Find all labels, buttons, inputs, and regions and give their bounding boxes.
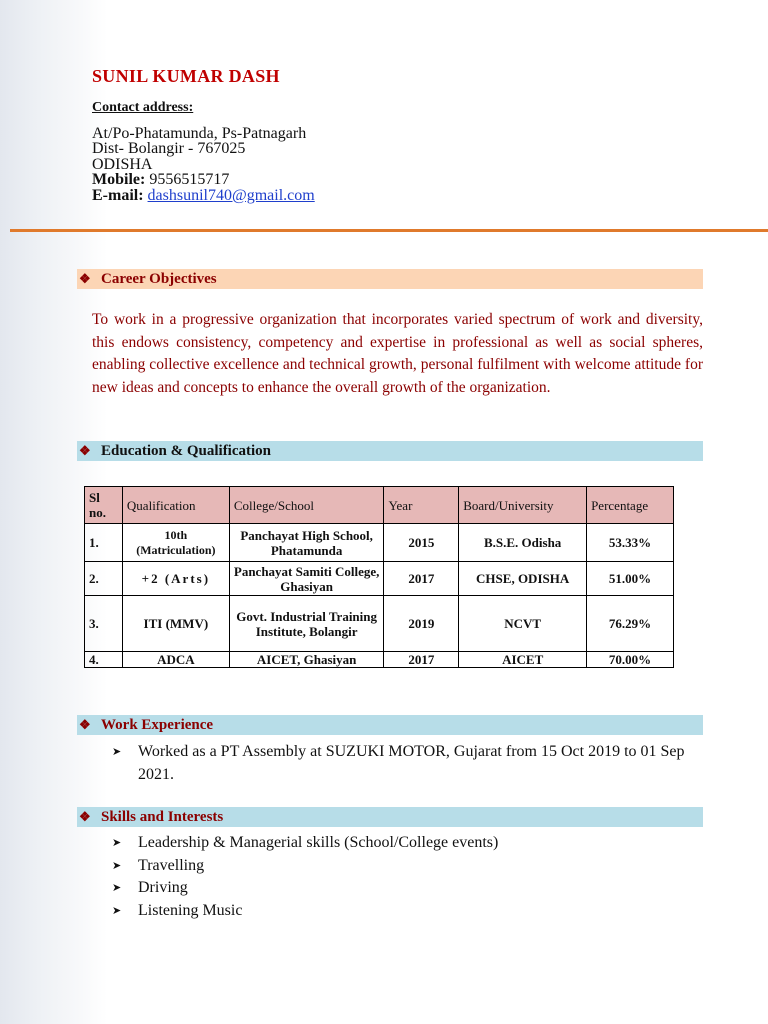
list-item — [112, 877, 703, 900]
table-cell: 2017 — [384, 562, 459, 596]
section-title: Education & Qualification — [101, 443, 272, 459]
email-label: E-mail: — [92, 187, 144, 204]
diamond-bullet-icon: ❖ — [79, 717, 91, 732]
list-item-text: Driving — [138, 879, 188, 896]
table-cell: 10th (Matriculation) — [122, 524, 229, 562]
mobile-line — [92, 172, 229, 188]
table-cell: Govt. Industrial Training Institute, Bolangir — [229, 596, 384, 652]
career-objective-text: To work in a progressive organization that incorporates varied spectrum of work and diversity, this endows consistency, competency and expertise in professional as well as social spheres, enabling collective excellence and technical growth, personal fulfilment with welcome attitude for new ideas and concepts to enhance the overall growth of the organization. — [92, 311, 703, 396]
work-experience-list — [112, 741, 703, 786]
email-link[interactable]: dashsunil740@gmail.com — [147, 187, 315, 204]
table-cell: 3. — [85, 596, 123, 652]
section-education — [77, 441, 703, 461]
candidate-name: SUNIL KUMAR DASH — [92, 66, 280, 86]
table-cell: AICET — [459, 652, 587, 668]
table-header-row — [85, 487, 674, 524]
section-skills — [77, 807, 703, 827]
diamond-bullet-icon: ❖ — [79, 271, 91, 286]
section-title: Career Objectives — [101, 271, 217, 287]
table-cell: 2015 — [384, 524, 459, 562]
list-item-text: Leadership & Managerial skills (School/College events) — [138, 834, 499, 851]
table-header-cell: Year — [384, 487, 459, 524]
list-item — [112, 900, 703, 923]
table-cell: 2017 — [384, 652, 459, 668]
table-row — [85, 524, 674, 562]
education-table — [84, 486, 674, 668]
table-cell: AICET, Ghasiyan — [229, 652, 384, 668]
diamond-bullet-icon: ❖ — [79, 443, 91, 458]
table-header-cell: Board/University — [459, 487, 587, 524]
table-cell: B.S.E. Odisha — [459, 524, 587, 562]
address-line-2: Dist- Bolangir - 767025 — [92, 140, 246, 157]
table-row — [85, 562, 674, 596]
table-cell: Panchayat High School, Phatamunda — [229, 524, 384, 562]
table-cell: ITI (MMV) — [122, 596, 229, 652]
section-work-experience — [77, 715, 703, 735]
address-line-1: At/Po-Phatamunda, Ps-Patnagarh — [92, 125, 307, 142]
table-cell: 2. — [85, 562, 123, 596]
list-item-text: Worked as a PT Assembly at SUZUKI MOTOR, Gujarat from 15 Oct 2019 to 01 Sep 2021. — [138, 743, 685, 783]
table-cell: +2 (Arts) — [122, 562, 229, 596]
list-item — [112, 741, 703, 786]
email-line — [92, 188, 315, 204]
table-cell: 2019 — [384, 596, 459, 652]
table-cell: 1. — [85, 524, 123, 562]
table-row — [85, 652, 674, 668]
table-cell: 4. — [85, 652, 123, 668]
arrow-bullet-icon: ➤ — [112, 859, 122, 872]
section-title: Skills and Interests — [101, 809, 224, 825]
table-cell: 53.33% — [587, 524, 674, 562]
list-item-text: Travelling — [138, 856, 205, 874]
contact-address-label: Contact address: — [92, 100, 194, 115]
table-cell: NCVT — [459, 596, 587, 652]
mobile-number: 9556515717 — [149, 171, 230, 188]
mobile-label: Mobile: — [92, 171, 146, 188]
section-career-objectives — [77, 269, 703, 289]
address-line-3: ODISHA — [92, 156, 153, 173]
table-cell: CHSE, ODISHA — [459, 562, 587, 596]
table-header-cell: Percentage — [587, 487, 674, 524]
table-header-cell: Sl no. — [85, 487, 123, 524]
table-cell: Panchayat Samiti College, Ghasiyan — [229, 562, 384, 596]
header-divider — [10, 229, 768, 232]
list-item — [112, 855, 703, 878]
table-cell: 76.29% — [587, 596, 674, 652]
list-item-text: Listening Music — [138, 901, 243, 919]
table-row — [85, 596, 674, 652]
arrow-bullet-icon: ➤ — [112, 746, 122, 758]
table-cell: ADCA — [122, 652, 229, 668]
table-header-cell: College/School — [229, 487, 384, 524]
list-item — [112, 832, 703, 855]
table-cell: 70.00% — [587, 652, 674, 668]
table-header-cell: Qualification — [122, 487, 229, 524]
arrow-bullet-icon: ➤ — [112, 882, 122, 894]
arrow-bullet-icon: ➤ — [112, 837, 122, 849]
arrow-bullet-icon: ➤ — [112, 904, 122, 917]
diamond-bullet-icon: ❖ — [79, 809, 91, 824]
skills-list — [112, 832, 703, 922]
table-cell: 51.00% — [587, 562, 674, 596]
section-title: Work Experience — [101, 717, 214, 733]
